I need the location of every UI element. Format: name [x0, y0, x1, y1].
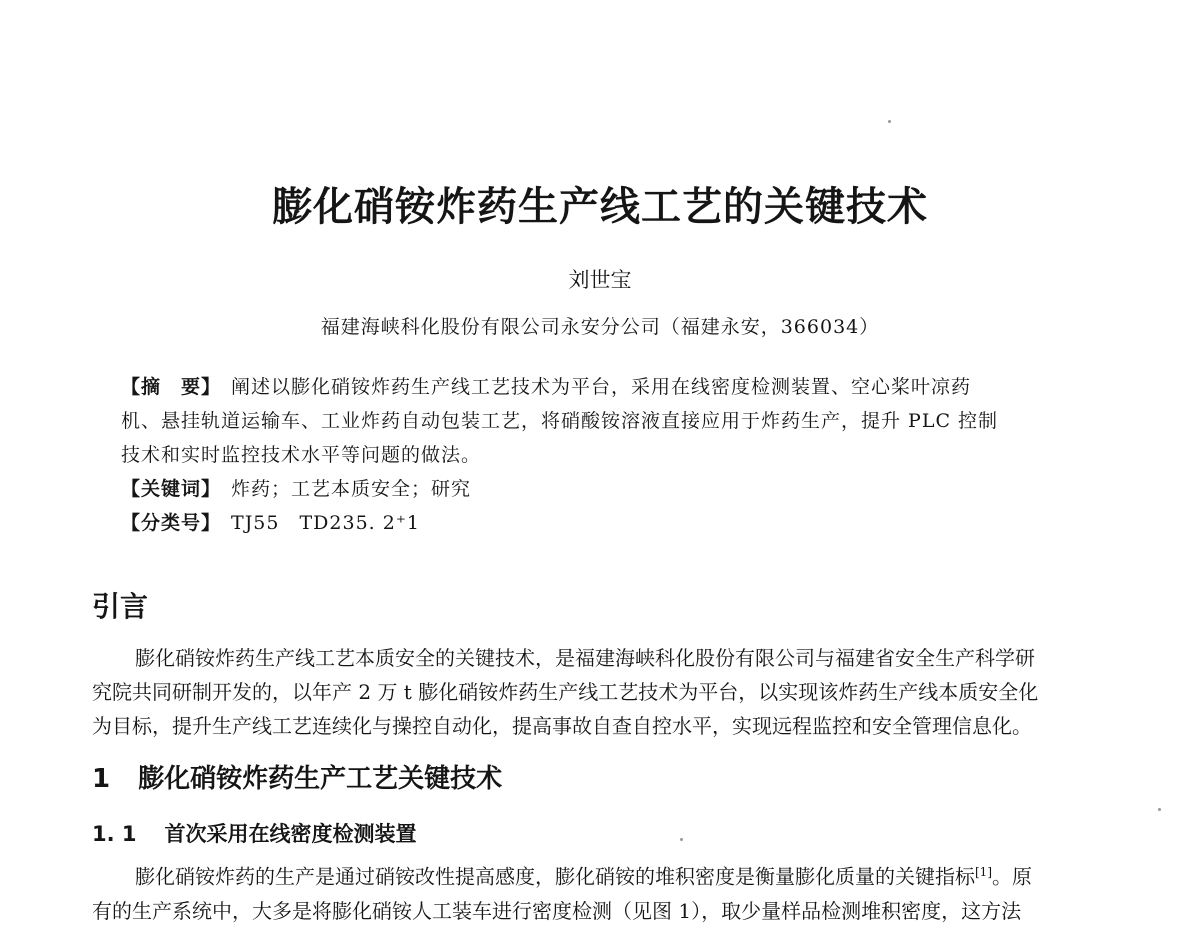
- classification-text: TJ55 TD235. 2⁺1: [231, 512, 420, 534]
- citation-ref: [1]: [975, 865, 992, 879]
- scan-speck: [1158, 808, 1161, 811]
- section-1-heading: [92, 758, 502, 795]
- abstract-line: 机、悬挂轨道运输车、工业炸药自动包装工艺，将硝酸铵溶液直接应用于炸药生产，提升 PLC 控制: [121, 410, 999, 432]
- intro-line: 究院共同研制开发的，以年产 2 万 t 膨化硝铵炸药生产线工艺技术为平台，以实现该炸药生产线本质安全化: [92, 680, 1039, 704]
- body-text: 。原: [992, 864, 1032, 889]
- intro-heading: 引言: [92, 590, 149, 623]
- keywords-label: 【关键词】: [121, 478, 222, 500]
- scan-speck: [888, 120, 891, 123]
- abstract-line: 技术和实时监控技术水平等问题的做法。: [121, 444, 482, 466]
- intro-line: 膨化硝铵炸药生产线工艺本质安全的关键技术，是福建海峡科化股份有限公司与福建省安全生产科学研: [135, 646, 1035, 670]
- intro-paragraph: [92, 641, 1112, 743]
- abstract-block: [121, 370, 1081, 540]
- subsection-number: 1. 1: [92, 822, 137, 846]
- section-number: 1: [92, 764, 111, 794]
- paper-affiliation: 福建海峡科化股份有限公司永安分公司（福建永安，366034）: [320, 316, 880, 338]
- scan-speck: [680, 838, 683, 841]
- abstract-label: 【摘 要】: [121, 376, 222, 398]
- body-line: [92, 855, 1112, 894]
- section-1-1-heading: [92, 818, 417, 848]
- abstract-text: 阐述以膨化硝铵炸药生产线工艺技术为平台，采用在线密度检测装置、空心桨叶凉药: [231, 376, 972, 398]
- keywords-line: [121, 472, 1081, 506]
- paper-title: 膨化硝铵炸药生产线工艺的关键技术: [272, 184, 928, 230]
- abstract-line: [121, 370, 1081, 404]
- section-title: 膨化硝铵炸药生产工艺关键技术: [138, 764, 503, 794]
- body-line: 有的生产系统中，大多是将膨化硝铵人工装车进行密度检测（见图 1），取少量样品检测堆积密度，这方法: [92, 898, 1022, 923]
- keywords-text: 炸药；工艺本质安全；研究: [231, 478, 472, 500]
- paper-author: 刘世宝: [568, 268, 632, 292]
- intro-line: 为目标，提升生产线工艺连续化与操控自动化，提高事故自查自控水平，实现远程监控和安全管理信息化。: [92, 714, 1032, 738]
- section-1-1-paragraph: [92, 855, 1112, 928]
- classification-line: [121, 506, 1081, 540]
- body-text: 膨化硝铵炸药的生产是通过硝铵改性提高感度，膨化硝铵的堆积密度是衡量膨化质量的关键指标: [135, 864, 975, 889]
- classification-label: 【分类号】: [121, 512, 222, 534]
- subsection-title: 首次采用在线密度检测装置: [164, 822, 417, 846]
